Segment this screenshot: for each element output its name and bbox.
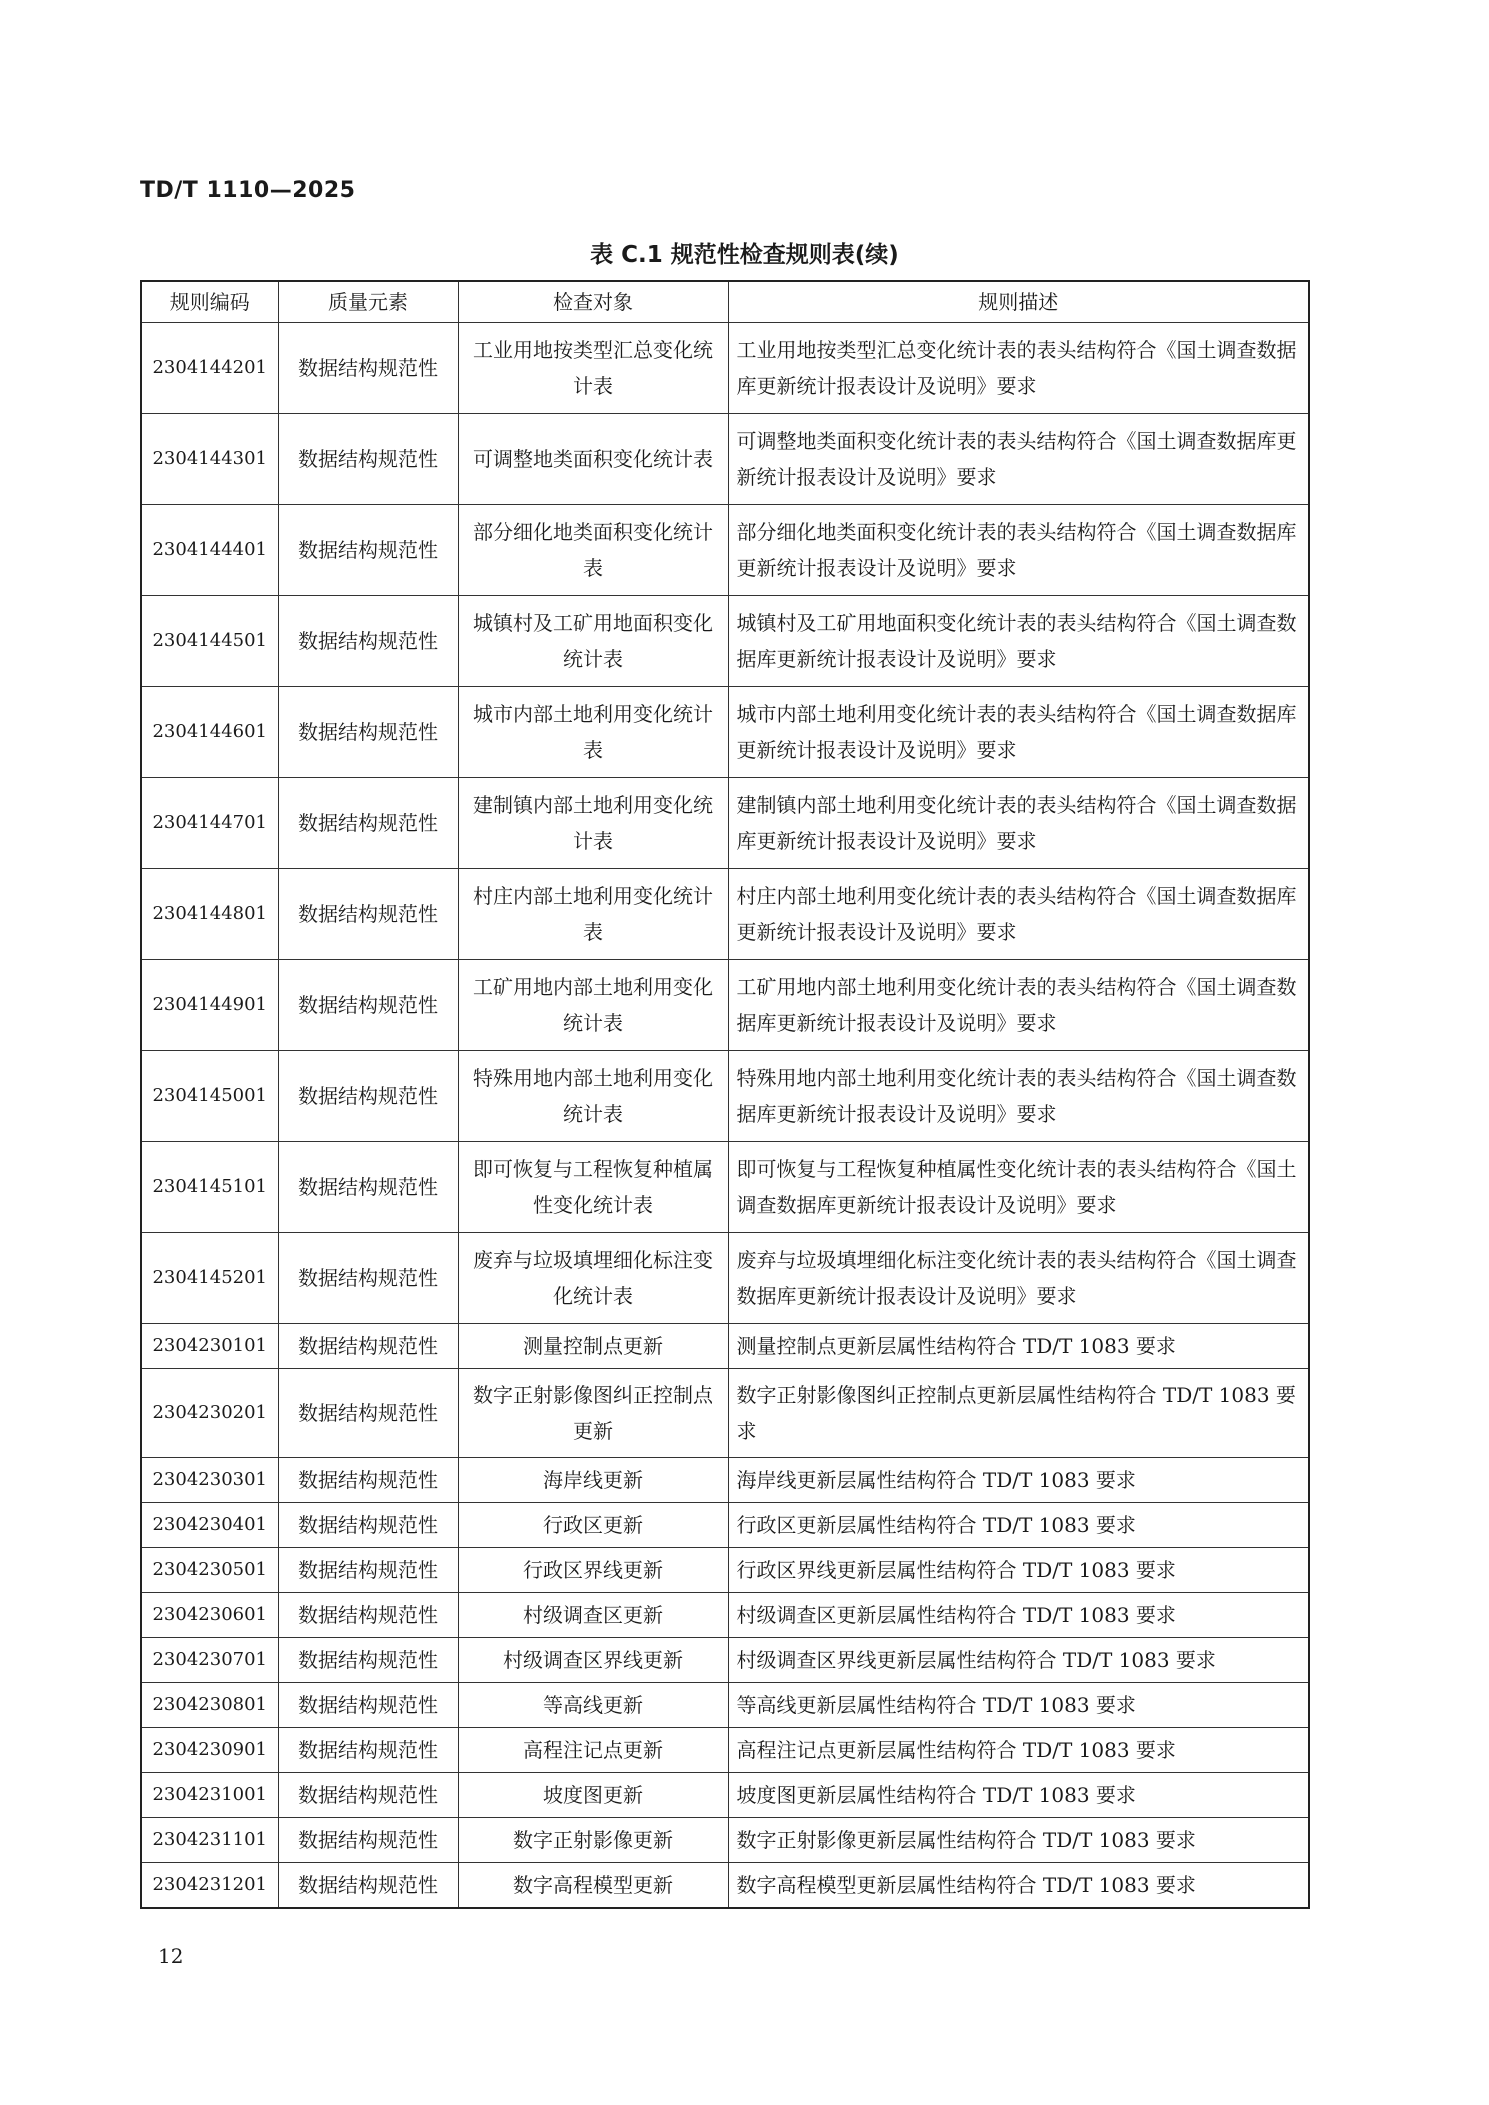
rule-code-cell: 2304145101 — [141, 1142, 278, 1233]
check-object-cell: 城市内部土地利用变化统计表 — [458, 687, 728, 778]
table-row — [141, 1818, 1309, 1863]
rule-code-cell: 2304231001 — [141, 1773, 278, 1818]
rule-description-cell: 城镇村及工矿用地面积变化统计表的表头结构符合《国土调查数据库更新统计报表设计及说明》要求 — [728, 596, 1309, 687]
rule-code-cell: 2304144601 — [141, 687, 278, 778]
rule-code-cell: 2304230401 — [141, 1503, 278, 1548]
quality-element-cell: 数据结构规范性 — [278, 414, 458, 505]
rule-code-cell: 2304144501 — [141, 596, 278, 687]
quality-element-cell: 数据结构规范性 — [278, 1324, 458, 1369]
quality-element-cell: 数据结构规范性 — [278, 1458, 458, 1503]
rule-description-cell: 建制镇内部土地利用变化统计表的表头结构符合《国土调查数据库更新统计报表设计及说明》要求 — [728, 778, 1309, 869]
check-object-cell: 可调整地类面积变化统计表 — [458, 414, 728, 505]
rule-code-cell: 2304230501 — [141, 1548, 278, 1593]
rule-description-cell: 数字正射影像图纠正控制点更新层属性结构符合 TD/T 1083 要求 — [728, 1369, 1309, 1458]
table-row — [141, 960, 1309, 1051]
rule-code-cell: 2304144701 — [141, 778, 278, 869]
rule-description-cell: 等高线更新层属性结构符合 TD/T 1083 要求 — [728, 1683, 1309, 1728]
table-row — [141, 1324, 1309, 1369]
quality-element-cell: 数据结构规范性 — [278, 1369, 458, 1458]
rule-code-cell: 2304230301 — [141, 1458, 278, 1503]
quality-element-cell: 数据结构规范性 — [278, 1233, 458, 1324]
rule-code-cell: 2304230801 — [141, 1683, 278, 1728]
rule-code-cell: 2304145201 — [141, 1233, 278, 1324]
check-object-cell: 行政区更新 — [458, 1503, 728, 1548]
check-object-cell: 坡度图更新 — [458, 1773, 728, 1818]
rule-description-cell: 行政区更新层属性结构符合 TD/T 1083 要求 — [728, 1503, 1309, 1548]
table-header-row — [141, 281, 1309, 323]
quality-element-cell: 数据结构规范性 — [278, 1818, 458, 1863]
quality-element-cell: 数据结构规范性 — [278, 1503, 458, 1548]
check-object-cell: 部分细化地类面积变化统计表 — [458, 505, 728, 596]
table-row — [141, 687, 1309, 778]
table-row — [141, 1458, 1309, 1503]
rule-code-cell: 2304231201 — [141, 1863, 278, 1909]
rule-description-cell: 村庄内部土地利用变化统计表的表头结构符合《国土调查数据库更新统计报表设计及说明》要求 — [728, 869, 1309, 960]
rule-description-cell: 工业用地按类型汇总变化统计表的表头结构符合《国土调查数据库更新统计报表设计及说明》要求 — [728, 323, 1309, 414]
quality-element-cell: 数据结构规范性 — [278, 505, 458, 596]
quality-element-cell: 数据结构规范性 — [278, 687, 458, 778]
rule-code-cell: 2304144301 — [141, 414, 278, 505]
check-object-cell: 数字正射影像图纠正控制点更新 — [458, 1369, 728, 1458]
check-object-cell: 工业用地按类型汇总变化统计表 — [458, 323, 728, 414]
table-title: 表 C.1 规范性检查规则表(续) — [590, 242, 899, 268]
column-header-object: 检查对象 — [458, 281, 728, 323]
rule-description-cell: 工矿用地内部土地利用变化统计表的表头结构符合《国土调查数据库更新统计报表设计及说明》要求 — [728, 960, 1309, 1051]
check-object-cell: 城镇村及工矿用地面积变化统计表 — [458, 596, 728, 687]
rules-table — [140, 280, 1310, 1909]
quality-element-cell: 数据结构规范性 — [278, 1142, 458, 1233]
check-object-cell: 村级调查区更新 — [458, 1593, 728, 1638]
quality-element-cell: 数据结构规范性 — [278, 960, 458, 1051]
rule-description-cell: 数字高程模型更新层属性结构符合 TD/T 1083 要求 — [728, 1863, 1309, 1909]
quality-element-cell: 数据结构规范性 — [278, 1728, 458, 1773]
column-header-code: 规则编码 — [141, 281, 278, 323]
rule-description-cell: 部分细化地类面积变化统计表的表头结构符合《国土调查数据库更新统计报表设计及说明》要求 — [728, 505, 1309, 596]
table-row — [141, 1233, 1309, 1324]
check-object-cell: 数字正射影像更新 — [458, 1818, 728, 1863]
check-object-cell: 测量控制点更新 — [458, 1324, 728, 1369]
rule-description-cell: 废弃与垃圾填埋细化标注变化统计表的表头结构符合《国土调查数据库更新统计报表设计及说明》要求 — [728, 1233, 1309, 1324]
quality-element-cell: 数据结构规范性 — [278, 1593, 458, 1638]
check-object-cell: 等高线更新 — [458, 1683, 728, 1728]
table-row — [141, 1683, 1309, 1728]
table-row — [141, 778, 1309, 869]
table-row — [141, 1548, 1309, 1593]
table-row — [141, 1142, 1309, 1233]
check-object-cell: 即可恢复与工程恢复种植属性变化统计表 — [458, 1142, 728, 1233]
quality-element-cell: 数据结构规范性 — [278, 1051, 458, 1142]
document-id: TD/T 1110—2025 — [140, 178, 356, 203]
rule-description-cell: 城市内部土地利用变化统计表的表头结构符合《国土调查数据库更新统计报表设计及说明》要求 — [728, 687, 1309, 778]
quality-element-cell: 数据结构规范性 — [278, 596, 458, 687]
quality-element-cell: 数据结构规范性 — [278, 1638, 458, 1683]
rule-description-cell: 即可恢复与工程恢复种植属性变化统计表的表头结构符合《国土调查数据库更新统计报表设计及说明》要求 — [728, 1142, 1309, 1233]
rule-code-cell: 2304144401 — [141, 505, 278, 596]
table-row — [141, 1638, 1309, 1683]
table-row — [141, 505, 1309, 596]
rule-description-cell: 行政区界线更新层属性结构符合 TD/T 1083 要求 — [728, 1548, 1309, 1593]
check-object-cell: 村级调查区界线更新 — [458, 1638, 728, 1683]
table-row — [141, 1773, 1309, 1818]
check-object-cell: 工矿用地内部土地利用变化统计表 — [458, 960, 728, 1051]
quality-element-cell: 数据结构规范性 — [278, 1863, 458, 1909]
rule-code-cell: 2304144801 — [141, 869, 278, 960]
rule-description-cell: 测量控制点更新层属性结构符合 TD/T 1083 要求 — [728, 1324, 1309, 1369]
rule-code-cell: 2304230701 — [141, 1638, 278, 1683]
check-object-cell: 村庄内部土地利用变化统计表 — [458, 869, 728, 960]
rule-description-cell: 村级调查区更新层属性结构符合 TD/T 1083 要求 — [728, 1593, 1309, 1638]
rule-description-cell: 特殊用地内部土地利用变化统计表的表头结构符合《国土调查数据库更新统计报表设计及说明》要求 — [728, 1051, 1309, 1142]
rule-description-cell: 坡度图更新层属性结构符合 TD/T 1083 要求 — [728, 1773, 1309, 1818]
check-object-cell: 废弃与垃圾填埋细化标注变化统计表 — [458, 1233, 728, 1324]
rule-code-cell: 2304231101 — [141, 1818, 278, 1863]
rule-code-cell: 2304230601 — [141, 1593, 278, 1638]
rule-code-cell: 2304145001 — [141, 1051, 278, 1142]
table-row — [141, 1728, 1309, 1773]
rule-description-cell: 海岸线更新层属性结构符合 TD/T 1083 要求 — [728, 1458, 1309, 1503]
table-row — [141, 323, 1309, 414]
quality-element-cell: 数据结构规范性 — [278, 869, 458, 960]
rule-description-cell: 可调整地类面积变化统计表的表头结构符合《国土调查数据库更新统计报表设计及说明》要求 — [728, 414, 1309, 505]
table-row — [141, 1863, 1309, 1909]
table-row — [141, 414, 1309, 505]
rule-code-cell: 2304230901 — [141, 1728, 278, 1773]
table-row — [141, 869, 1309, 960]
rule-code-cell: 2304230101 — [141, 1324, 278, 1369]
rule-code-cell: 2304144901 — [141, 960, 278, 1051]
table-row — [141, 596, 1309, 687]
rule-code-cell: 2304144201 — [141, 323, 278, 414]
rule-code-cell: 2304230201 — [141, 1369, 278, 1458]
check-object-cell: 海岸线更新 — [458, 1458, 728, 1503]
check-object-cell: 数字高程模型更新 — [458, 1863, 728, 1909]
rule-description-cell: 数字正射影像更新层属性结构符合 TD/T 1083 要求 — [728, 1818, 1309, 1863]
quality-element-cell: 数据结构规范性 — [278, 1548, 458, 1593]
column-header-description: 规则描述 — [728, 281, 1309, 323]
rule-description-cell: 村级调查区界线更新层属性结构符合 TD/T 1083 要求 — [728, 1638, 1309, 1683]
table-row — [141, 1051, 1309, 1142]
check-object-cell: 特殊用地内部土地利用变化统计表 — [458, 1051, 728, 1142]
quality-element-cell: 数据结构规范性 — [278, 778, 458, 869]
page-number: 12 — [158, 1944, 184, 1968]
table-row — [141, 1503, 1309, 1548]
quality-element-cell: 数据结构规范性 — [278, 1773, 458, 1818]
check-object-cell: 行政区界线更新 — [458, 1548, 728, 1593]
check-object-cell: 高程注记点更新 — [458, 1728, 728, 1773]
quality-element-cell: 数据结构规范性 — [278, 323, 458, 414]
column-header-element: 质量元素 — [278, 281, 458, 323]
check-object-cell: 建制镇内部土地利用变化统计表 — [458, 778, 728, 869]
table-row — [141, 1369, 1309, 1458]
rule-description-cell: 高程注记点更新层属性结构符合 TD/T 1083 要求 — [728, 1728, 1309, 1773]
quality-element-cell: 数据结构规范性 — [278, 1683, 458, 1728]
table-row — [141, 1593, 1309, 1638]
